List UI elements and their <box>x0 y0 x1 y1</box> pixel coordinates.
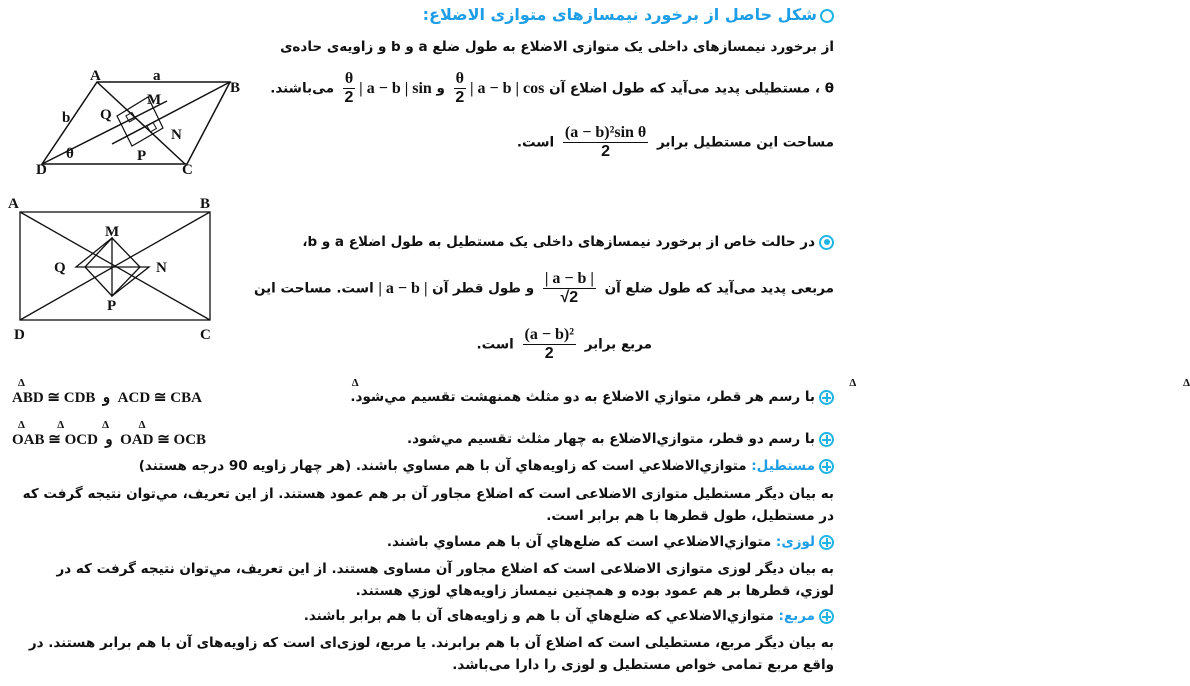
label-D: D <box>14 327 25 343</box>
square-more1: به بیان دیگر مربع، مستطیلی است که اضلاع آن با هم برابرند. یا مربع، لوزی‌ای است که زاویه‌های آن با هم برابر هستند. در <box>28 635 834 651</box>
bullet-text: با رسم هر قطر، متوازي الاضلاع به دو مثلث همنهشت تقسیم مي‌شود. <box>350 389 815 405</box>
s1-line2 <box>270 70 834 107</box>
definition: متوازي‌الاضلاعي است که زاویه‌هاي آن با هم مساوي باشند. (هر چهار زاویه 90 درجه هستند) <box>138 458 752 474</box>
triangle-mark: Δ <box>57 419 64 431</box>
s1-area <box>517 124 834 161</box>
s2-text: است. مساحت این <box>253 280 374 297</box>
pushpin-icon <box>820 9 834 23</box>
label-A: A <box>90 68 101 84</box>
triangle-marks <box>12 378 1190 388</box>
rhombus-more2: لوزي، قطرها بر هم عمود بوده و همچنین نیمساز زاویه‌هاي لوزي هستند. <box>355 583 834 599</box>
frac-num: | a − b | <box>544 270 594 287</box>
definition: متوازي‌الاضلاعي که ضلع‌هاي آن با هم و زاویه‌های آن با هم برابر باشند. <box>303 608 779 624</box>
bullet-text: با رسم دو قطر، متوازي‌الاضلاع به چهار مثلث تقسیم مي‌شود. <box>406 431 815 447</box>
square-def <box>304 607 834 625</box>
s2-text: مربعی پدید می‌آید که طول ضلع آن <box>604 280 834 297</box>
parallelogram-diagram <box>20 66 250 186</box>
label-b: b <box>62 110 71 126</box>
formula: ABD ≅ CDB و ACD ≅ CBA <box>12 390 202 406</box>
term: مربع: <box>778 608 815 624</box>
area-prefix: مربع برابر <box>584 336 652 353</box>
triangle-mark: Δ <box>102 419 109 431</box>
area-suffix: است. <box>516 134 555 151</box>
side-frac <box>543 270 596 307</box>
rectangle-more1: به بیان دیگر مستطیل متوازی الاضلاعی است که اضلاع مجاور آن بر هم عمود هستند. از این تعریف، مي‌توان نتیجه گرفت که <box>22 486 834 502</box>
rhombus-more1: به بیان دیگر لوزی متوازی الاضلاعی است که اضلاع مجاور آن مساوی هستند. از این تعریف، مي‌توان نتیجه گرفت که در <box>56 561 834 577</box>
plus-circle-icon <box>819 432 834 447</box>
s1-line1: از برخورد نیمسازهای داخلی یک متوازی الاضلاع به طول ضلع a و b و زاویه‌ی حاده‌ی <box>280 39 834 55</box>
s2-line2 <box>254 270 834 307</box>
frac-den: 2 <box>455 89 465 106</box>
label-N: N <box>171 127 182 143</box>
label-a: a <box>153 68 161 84</box>
diag-expr: | a − b | <box>378 279 428 297</box>
label-P: P <box>137 148 147 164</box>
label-C: C <box>200 327 211 343</box>
rectangle-diagram <box>4 192 226 348</box>
s2-text: و طول قطر آن <box>432 280 535 297</box>
plus-circle-icon <box>819 535 834 550</box>
s1-text: θ ، مستطیلی پدید می‌آید که طول اضلاع آن <box>549 80 834 97</box>
triangle-marks <box>12 420 206 430</box>
triangle-mark: Δ <box>138 419 146 431</box>
plus-circle-icon <box>819 609 834 624</box>
area-frac <box>563 124 648 161</box>
label-P: P <box>107 298 117 314</box>
rhombus-def <box>387 533 834 551</box>
label-M: M <box>105 224 120 240</box>
formula: OAB ≅ OCD و OAD ≅ OCB <box>12 432 207 448</box>
triangle-mark: Δ <box>18 419 25 431</box>
rectangle-def <box>139 457 834 475</box>
area-suffix: است. <box>476 336 514 353</box>
label-Q: Q <box>54 260 66 276</box>
cos-expr: | a − b | cos <box>469 79 545 97</box>
target-icon <box>819 235 834 250</box>
title-text: شکل حاصل از برخورد نیمسازهای متوازی الاضلاع: <box>422 5 817 24</box>
label-C: C <box>182 162 193 178</box>
label-Q: Q <box>100 107 112 123</box>
sin-expr: | a − b | sin <box>359 79 432 97</box>
label-D: D <box>36 162 47 178</box>
congruence-2 <box>12 420 206 449</box>
definition: متوازي‌الاضلاعي است که ضلع‌هاي آن با هم مساوي باشند. <box>386 534 776 550</box>
frac-num: (a − b)²sin θ <box>564 124 647 141</box>
frac-num: θ <box>344 70 354 87</box>
frac-den: 2 <box>601 143 611 160</box>
square-more2: واقع مربع تمامی خواص مستطیل و لوزی را دارا می‌باشد. <box>452 657 834 673</box>
area-prefix: مساحت این مستطیل برابر <box>656 134 834 151</box>
triangle-mark: Δ <box>18 377 25 389</box>
frac-den: 2 <box>544 345 554 362</box>
s2-line1 <box>302 233 834 251</box>
bullet-two-diagonals <box>407 430 834 448</box>
label-M: M <box>147 92 162 108</box>
label-N: N <box>156 260 167 276</box>
s2-text: در حالت خاص از برخورد نیمسازهای داخلی یک مستطیل به طول اضلاع a و b، <box>302 234 815 250</box>
section-title <box>423 6 834 24</box>
s1-end: می‌باشند. <box>270 80 335 97</box>
label-theta: θ <box>66 146 74 162</box>
triangle-mark: Δ <box>1183 377 1190 389</box>
frac-den: √2 <box>560 289 579 306</box>
triangle-mark: Δ <box>849 377 856 389</box>
congruence-1 <box>12 378 1190 407</box>
and-text: و <box>436 80 445 97</box>
term: مستطیل: <box>751 458 815 474</box>
frac-num: (a − b)² <box>524 326 574 343</box>
label-B: B <box>230 80 241 96</box>
label-A: A <box>8 196 19 212</box>
area-frac <box>523 326 576 363</box>
s2-area <box>476 326 652 363</box>
half-angle-frac <box>343 70 355 107</box>
plus-circle-icon <box>819 459 834 474</box>
half-angle-frac <box>454 70 466 107</box>
triangle-mark: Δ <box>351 377 359 389</box>
rectangle-more2: در مستطیل، طول قطرها با هم برابر است. <box>546 508 834 524</box>
frac-den: 2 <box>344 89 354 106</box>
label-B: B <box>200 196 211 212</box>
term: لوزی: <box>775 534 815 550</box>
frac-num: θ <box>455 70 464 87</box>
